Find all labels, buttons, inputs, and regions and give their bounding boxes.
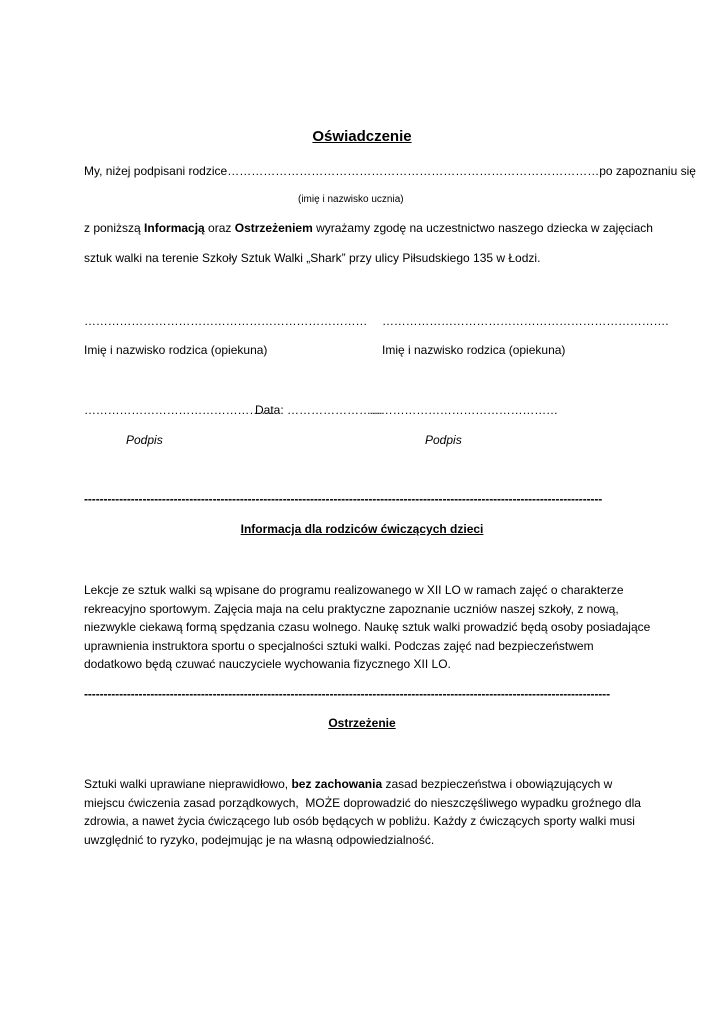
- parent-label-right: Imię i nazwisko rodzica (opiekuna): [382, 343, 566, 357]
- info-line: uprawnienia instruktora sportu o specjalności sztuki walki. Podczas zajęć nad bezpieczeństwem: [84, 638, 594, 653]
- bez-zachowania-bold: bez zachowania: [291, 777, 383, 791]
- declaration-text: oraz: [204, 221, 235, 235]
- ostrzezenie-bold: Ostrzeżeniem: [234, 221, 313, 235]
- student-name-field[interactable]: …………………………………………………………………………………: [227, 164, 600, 178]
- warning-line: uwzględnić to ryzyko, podejmując je na własną odpowiedzialność.: [84, 832, 435, 847]
- info-line: Lekcje ze sztuk walki są wpisane do programu realizowanego w XII LO w ramach zajęć o charakterze: [84, 583, 624, 597]
- warning-text: zasad bezpieczeństwa i obowiązujących w: [382, 777, 613, 791]
- informacja-bold: Informacją: [144, 221, 205, 235]
- parent-name-field-right[interactable]: ……………………………………………………………….: [382, 314, 669, 328]
- signature-field-right[interactable]: …………………………………………: [369, 403, 558, 417]
- podpis-label-right: Podpis: [425, 433, 462, 447]
- declaration-line-1: [84, 163, 696, 179]
- warning-line: zdrowia, a nawet życia ćwiczącego lub osób będących w pobliżu. Każdy z ćwiczących sporty walki musi: [84, 814, 635, 828]
- student-name-hint: (imię i nazwisko ucznia): [298, 194, 404, 205]
- separator-line: -------------------------------------------------------------------------------------------------------------------------------------: [84, 492, 603, 506]
- declaration-prefix: My, niżej podpisani rodzice: [84, 164, 228, 178]
- info-line: dodatkowo będą czuwać nauczyciele wychowania fizycznego XII LO.: [84, 657, 451, 671]
- signature-field-left[interactable]: …………………………………………: [84, 403, 273, 417]
- info-paragraph: [84, 581, 651, 674]
- date-field[interactable]: Data: ……………………: [255, 403, 384, 417]
- warning-paragraph: [84, 775, 644, 849]
- declaration-suffix: po zapoznaniu się: [599, 164, 696, 178]
- page-title: Oświadczenie: [312, 128, 412, 145]
- declaration-line-2: [84, 220, 653, 236]
- parent-label-left: Imię i nazwisko rodzica (opiekuna): [84, 343, 268, 357]
- warning-line: miejscu ćwiczenia zasad porządkowych, MOŻE doprowadzić do nieszczęśliwego wypadku groźnego dla: [84, 795, 641, 810]
- parent-name-field-left[interactable]: ………………………………………………………………: [84, 314, 368, 328]
- warning-text: Sztuki walki uprawiane nieprawidłowo,: [84, 777, 292, 791]
- declaration-text: z poniższą: [84, 221, 145, 235]
- declaration-text: wyrażamy zgodę na uczestnictwo naszego dziecka w zajęciach: [312, 221, 653, 235]
- separator-line: ---------------------------------------------------------------------------------------------------------------------------------------: [84, 687, 610, 701]
- info-heading: Informacja dla rodziców ćwiczących dzieci: [240, 522, 484, 536]
- warning-heading: Ostrzeżenie: [328, 716, 396, 730]
- podpis-label-left: Podpis: [126, 433, 163, 447]
- info-line: niezwykle ciekawą formą spędzania czasu wolnego. Naukę sztuk walki prowadzić będą osoby posiadające: [84, 620, 651, 634]
- declaration-line-3: sztuk walki na terenie Szkoły Sztuk Walki „Shark” przy ulicy Piłsudskiego 135 w Łodzi.: [84, 251, 541, 265]
- warning-line: [84, 775, 644, 794]
- info-line: rekreacyjno sportowym. Zajęcia maja na celu praktyczne zapoznanie uczniów naszej szkoły, z nową,: [84, 601, 619, 616]
